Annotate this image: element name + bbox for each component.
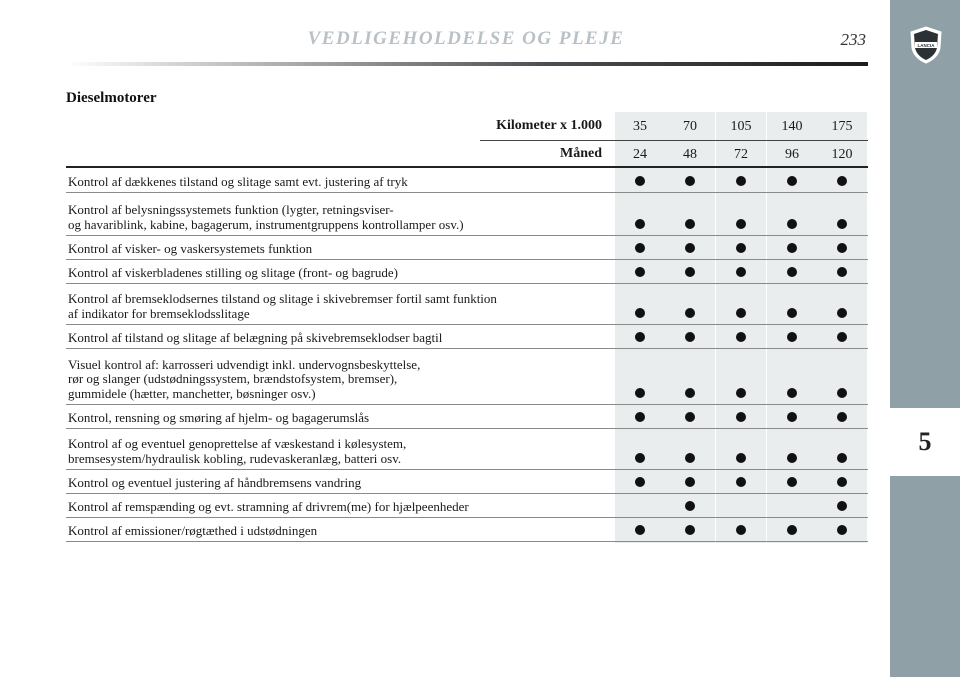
- service-mark-dot: [685, 477, 695, 487]
- table-row: [66, 236, 868, 260]
- month-label: Måned: [560, 146, 602, 161]
- service-mark-dot: [736, 219, 746, 229]
- service-mark-dot: [685, 267, 695, 277]
- km-value: 140: [781, 119, 803, 134]
- row-description: [68, 437, 608, 466]
- month-value: 24: [633, 147, 647, 162]
- km-value: 70: [683, 119, 697, 134]
- service-mark-dot: [736, 243, 746, 253]
- month-value: 120: [831, 147, 853, 162]
- table-row: [66, 405, 868, 429]
- service-mark-dot: [635, 412, 645, 422]
- service-mark-dot: [837, 388, 847, 398]
- service-mark-dot: [685, 388, 695, 398]
- table-row: [66, 494, 868, 518]
- table-row: [66, 349, 868, 405]
- service-mark-dot: [787, 219, 797, 229]
- row-description: [68, 175, 608, 190]
- row-text-line: Kontrol af tilstand og slitage af belægning på skivebremseklodser bagtil: [68, 329, 443, 345]
- km-divider: [480, 140, 868, 141]
- service-mark-dot: [635, 388, 645, 398]
- row-text-line: gummidele (hætter, manchetter, bøsninger osv.): [68, 385, 316, 401]
- service-mark-dot: [787, 332, 797, 342]
- row-text-line: Kontrol, rensning og smøring af hjelm- og bagagerumslås: [68, 409, 370, 425]
- service-mark-dot: [635, 219, 645, 229]
- service-mark-dot: [635, 477, 645, 487]
- service-mark-dot: [635, 332, 645, 342]
- table-row: [66, 284, 868, 325]
- row-description: [68, 524, 608, 539]
- service-mark-dot: [787, 525, 797, 535]
- table-row: [66, 193, 868, 236]
- km-value: 175: [831, 119, 853, 134]
- row-text-line: Kontrol af emissioner/røgtæthed i udstødningen: [68, 522, 318, 538]
- service-mark-dot: [736, 525, 746, 535]
- row-text-line: Kontrol af visker- og vaskersystemets funktion: [68, 240, 313, 256]
- page-header-title: VEDLIGEHOLDELSE OG PLEJE: [307, 28, 625, 49]
- row-text-line: bremsesystem/hydraulisk kobling, rudevaskeranlæg, batteri osv.: [68, 450, 402, 466]
- row-description: [68, 411, 608, 426]
- service-mark-dot: [736, 477, 746, 487]
- service-mark-dot: [837, 176, 847, 186]
- row-text-line: og havariblink, kabine, bagagerum, instrumentgruppens kontrollamper osv.): [68, 216, 464, 232]
- service-mark-dot: [787, 453, 797, 463]
- service-mark-dot: [736, 308, 746, 318]
- service-mark-dot: [837, 501, 847, 511]
- service-mark-dot: [736, 388, 746, 398]
- row-text-line: Kontrol af og eventuel genoprettelse af væskestand i kølesystem,: [68, 436, 407, 451]
- service-mark-dot: [837, 477, 847, 487]
- service-mark-dot: [635, 453, 645, 463]
- row-text-line: Kontrol af remspænding og evt. stramning af drivrem(me) for hjælpeenheder: [68, 498, 469, 514]
- row-text-line: rør og slanger (udstødningssystem, brændstofsystem, bremser),: [68, 371, 398, 386]
- row-description: [68, 242, 608, 257]
- month-value: 96: [785, 147, 799, 162]
- service-mark-dot: [787, 412, 797, 422]
- page-number: 233: [840, 30, 866, 49]
- service-mark-dot: [685, 219, 695, 229]
- logo-text: LANCIA: [917, 43, 935, 48]
- header-rule: [66, 62, 868, 66]
- row-description: [68, 358, 608, 402]
- row-text-line: Kontrol af bremseklodsernes tilstand og slitage i skivebremser fortil samt funktion: [68, 291, 497, 306]
- row-description: [68, 500, 608, 515]
- table-row: [66, 518, 868, 542]
- service-mark-dot: [837, 219, 847, 229]
- service-mark-dot: [685, 525, 695, 535]
- row-description: [68, 476, 608, 491]
- table-row: [66, 429, 868, 470]
- row-description: [68, 203, 608, 232]
- lancia-logo-icon: [908, 26, 944, 64]
- service-mark-dot: [635, 243, 645, 253]
- chapter-tab[interactable]: 5: [890, 408, 960, 476]
- km-value: 105: [730, 119, 752, 134]
- service-mark-dot: [685, 412, 695, 422]
- service-mark-dot: [736, 176, 746, 186]
- service-mark-dot: [635, 525, 645, 535]
- service-mark-dot: [837, 412, 847, 422]
- month-value: 48: [683, 147, 697, 162]
- service-mark-dot: [736, 267, 746, 277]
- service-mark-dot: [787, 477, 797, 487]
- service-mark-dot: [787, 243, 797, 253]
- service-mark-dot: [837, 453, 847, 463]
- service-mark-dot: [837, 308, 847, 318]
- km-label: Kilometer x 1.000: [496, 118, 602, 133]
- section-title: Dieselmotorer: [66, 90, 157, 106]
- service-mark-dot: [787, 388, 797, 398]
- service-mark-dot: [837, 525, 847, 535]
- service-mark-dot: [787, 267, 797, 277]
- service-mark-dot: [635, 308, 645, 318]
- service-mark-dot: [635, 267, 645, 277]
- row-text-line: Visuel kontrol af: karrosseri udvendigt inkl. undervognsbeskyttelse,: [68, 356, 421, 372]
- table-row: [66, 260, 868, 284]
- row-text-line: Kontrol og eventuel justering af håndbremsens vandring: [68, 474, 362, 490]
- row-text-line: Kontrol af belysningssystemets funktion (lygter, retningsviser-: [68, 202, 394, 217]
- service-mark-dot: [787, 176, 797, 186]
- chapter-sidebar: [890, 0, 960, 677]
- service-mark-dot: [736, 332, 746, 342]
- table-row: [66, 168, 868, 193]
- row-text-line: Kontrol af viskerbladenes stilling og slitage (front- og bagrude): [68, 264, 398, 280]
- table-row: [66, 325, 868, 349]
- month-value: 72: [734, 147, 748, 162]
- service-mark-dot: [736, 412, 746, 422]
- km-value: 35: [633, 119, 647, 134]
- service-mark-dot: [685, 453, 695, 463]
- service-mark-dot: [685, 243, 695, 253]
- table-row: [66, 470, 868, 494]
- watermark: carmanualsonline.info: [586, 648, 787, 670]
- service-mark-dot: [837, 267, 847, 277]
- service-mark-dot: [685, 501, 695, 511]
- row-description: [68, 266, 608, 281]
- service-mark-dot: [837, 243, 847, 253]
- service-mark-dot: [787, 308, 797, 318]
- row-description: [68, 331, 608, 346]
- service-mark-dot: [685, 332, 695, 342]
- row-text-line: af indikator for bremseklodsslitage: [68, 305, 250, 321]
- row-description: [68, 292, 608, 321]
- row-text-line: Kontrol af dækkenes tilstand og slitage samt evt. justering af tryk: [68, 173, 408, 189]
- service-mark-dot: [635, 176, 645, 186]
- service-mark-dot: [736, 453, 746, 463]
- service-mark-dot: [685, 308, 695, 318]
- service-mark-dot: [837, 332, 847, 342]
- service-mark-dot: [685, 176, 695, 186]
